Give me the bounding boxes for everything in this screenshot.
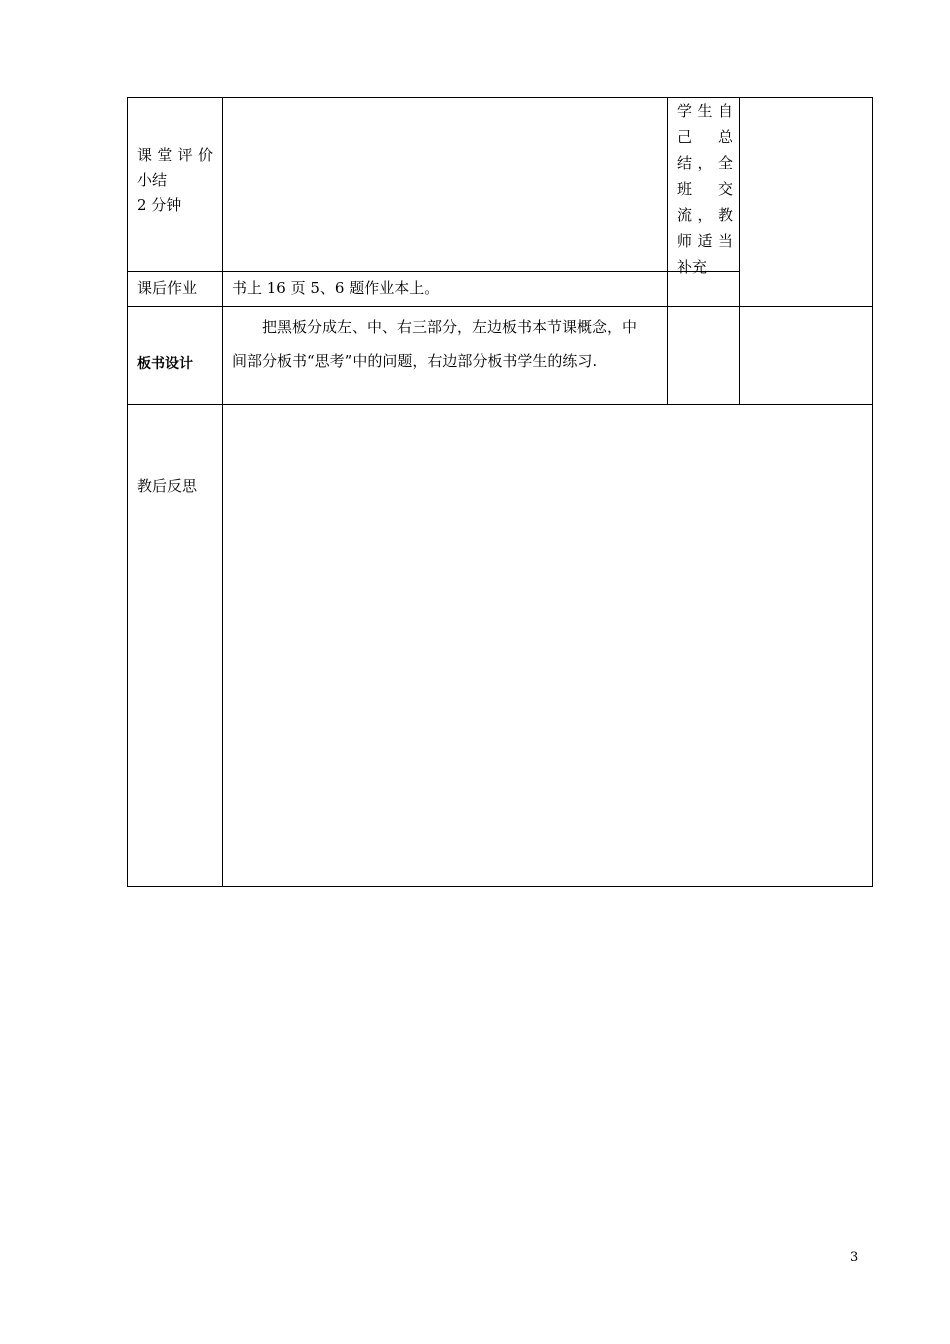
homework-label: 课后作业 bbox=[137, 279, 198, 297]
page-number: 3 bbox=[850, 1250, 859, 1265]
board-design-line1: 把黑板分成左、中、右三部分，左边板书本节课概念，中 bbox=[262, 318, 638, 336]
activity-line-1: 学生自 bbox=[677, 102, 733, 120]
reflection-label: 教后反思 bbox=[137, 477, 198, 495]
activity-line-5: 流，教 bbox=[677, 206, 733, 224]
row-divider-board-bottom bbox=[127, 404, 873, 405]
board-design-line2: 间部分板书“思考”中的问题，右边部分板书学生的练习. bbox=[232, 352, 598, 370]
activity-line-3: 结，全 bbox=[677, 154, 733, 172]
activity-line-4: 班 交 bbox=[677, 180, 733, 198]
homework-content: 书上 16 页 5、6 题作业本上。 bbox=[232, 279, 440, 297]
column-divider-notes bbox=[739, 97, 740, 405]
student-activity-cell bbox=[677, 98, 733, 280]
table-bottom-border bbox=[127, 886, 873, 887]
column-divider-activity bbox=[667, 97, 668, 405]
evaluation-label bbox=[137, 143, 213, 218]
column-divider-label bbox=[222, 97, 223, 887]
table-right-border bbox=[872, 97, 873, 887]
table-left-border bbox=[127, 97, 128, 887]
row-divider-homework-bottom bbox=[127, 306, 873, 307]
activity-line-6: 师适当 bbox=[677, 232, 733, 250]
evaluation-label-line1: 课 堂 评 价 bbox=[137, 146, 213, 164]
evaluation-label-line2: 小结 bbox=[137, 171, 168, 189]
evaluation-label-line3: 2 分钟 bbox=[137, 196, 182, 214]
activity-line-2: 己 总 bbox=[677, 128, 733, 146]
board-design-content bbox=[232, 310, 637, 378]
activity-line-7: 补充 bbox=[677, 258, 708, 276]
row-divider-homework-top bbox=[127, 271, 740, 272]
table-top-border bbox=[127, 97, 873, 98]
board-design-label: 板书设计 bbox=[137, 356, 193, 372]
